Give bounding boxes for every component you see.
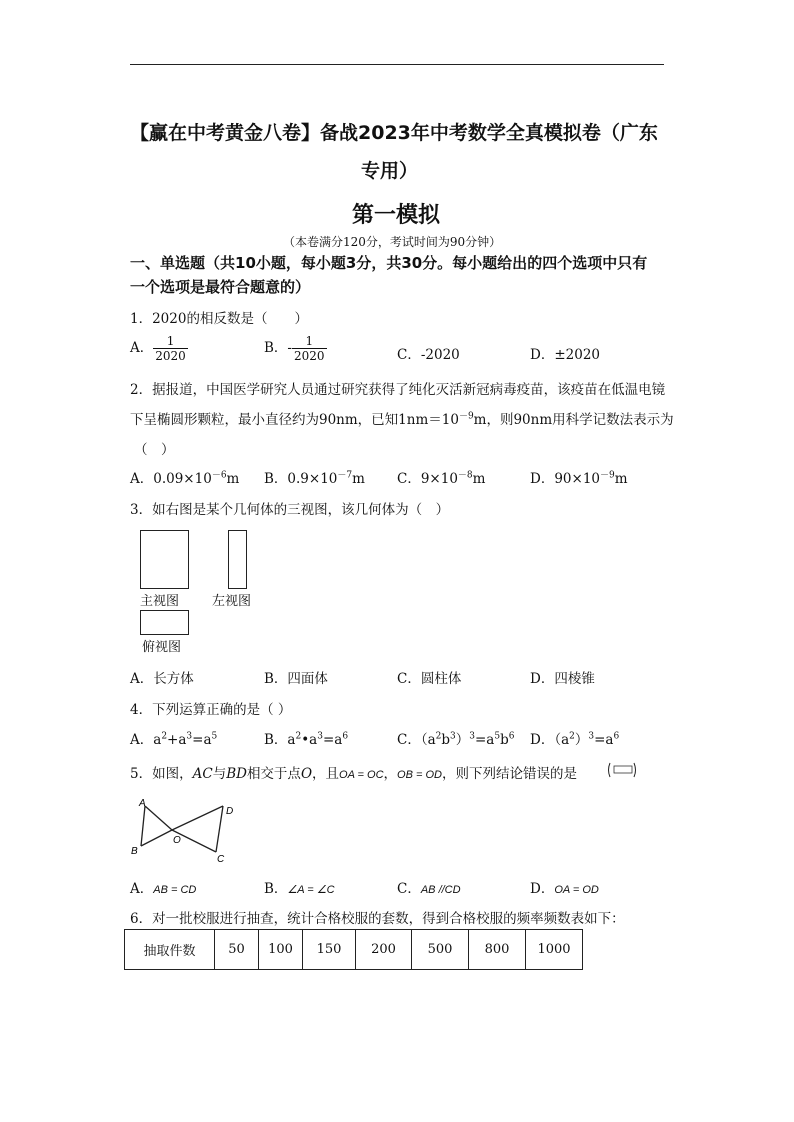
exam-note: （本卷满分120分，考试时间为90分钟） [283, 235, 502, 249]
q4-c-e4: 5 [494, 731, 501, 742]
q5-stem-d: ，且 [312, 766, 340, 782]
table-header-cell: 抽取件数 [125, 930, 215, 970]
q4-b-e2: 3 [317, 731, 323, 742]
q3-option-c: C．圆柱体 [397, 671, 462, 687]
q2-option-d [530, 467, 628, 487]
q4-a-t2: +a [167, 732, 187, 748]
q4-b-e1: 2 [295, 731, 302, 742]
q4-a-t1: a [153, 732, 162, 748]
q5-b-math: ∠A = ∠C [287, 884, 335, 896]
front-view-rectangle [140, 530, 189, 589]
q4-a-t3: =a [192, 732, 212, 748]
q2-d-unit: m [614, 471, 628, 487]
point-d-label: D [226, 806, 234, 817]
q5-answer-bracket [606, 762, 638, 778]
q1-a-fraction [153, 334, 188, 363]
q1-b-denominator: 2020 [293, 349, 325, 363]
q5-stem-b: 与 [212, 766, 227, 782]
q1-option-a [130, 334, 188, 363]
q4-b-t1: a [287, 732, 296, 748]
q4-option-b [264, 728, 348, 748]
q2-b-unit: m [352, 471, 365, 487]
q4-c-e2: 3 [450, 731, 456, 742]
segment-dc [216, 806, 223, 852]
q4-a-label: A． [130, 732, 154, 748]
q1-a-denominator: 2020 [155, 349, 186, 363]
q1-b-fraction [292, 334, 327, 363]
q4-c-label: C．（a [397, 732, 436, 748]
table-row [125, 930, 583, 970]
q2-c-unit: m [472, 471, 486, 487]
point-c-label: C [217, 854, 225, 865]
q4-c-e3: 3 [469, 731, 475, 742]
table-cell: 100 [259, 930, 303, 970]
table-cell: 200 [356, 930, 412, 970]
q2-a-exp: －6 [211, 470, 227, 481]
q1-b-label: B．- [264, 340, 292, 356]
segment-bo [141, 830, 172, 846]
q5-a-math: AB = CD [153, 884, 197, 896]
header-rule [130, 64, 664, 65]
q1-b-numerator: 1 [292, 334, 327, 349]
q5-stem-a: 5．如图， [130, 766, 193, 782]
q2-option-c [397, 467, 485, 487]
q2-stem-line-3: （ ） [134, 442, 175, 458]
q4-c-e1: 2 [435, 731, 442, 742]
q2-stem-line-1: 2．据报道，中国医学研究人员通过研究获得了纯化灭活新冠病毒疫苗，该疫苗在低温电镜 [130, 382, 666, 398]
q5-separator: ， [383, 766, 398, 782]
q3-option-d: D．四棱锥 [530, 671, 595, 687]
section-heading-line-2: 一个选项是最符合题意的） [130, 278, 311, 296]
q4-b-t2: •a [301, 732, 318, 748]
q5-stem-e: ，则下列结论错误的是 [441, 766, 577, 782]
table-cell: 150 [303, 930, 356, 970]
q4-stem: 4．下列运算正确的是（ ） [130, 702, 292, 718]
q4-d-t2: ） [574, 732, 589, 748]
q4-c-t3: ） [455, 732, 470, 748]
q4-b-t3: =a [322, 732, 343, 748]
q1-a-numerator: 1 [153, 334, 188, 349]
q2-d-base: D．90×10 [530, 471, 600, 487]
point-o-label: O [173, 835, 181, 846]
frequency-table [124, 929, 583, 970]
q1-option-d: D．±2020 [530, 347, 600, 363]
q4-d-t3: =a [594, 732, 614, 748]
segment-od [172, 806, 223, 830]
q2-b-exp: －7 [337, 470, 353, 481]
table-cell: 1000 [526, 930, 583, 970]
point-b-label: B [131, 846, 138, 857]
section-heading-line-1: 一、单选题（共10小题，每小题3分，共30分。每小题给出的四个选项中只有 [130, 254, 648, 272]
q4-c-t5: b [500, 732, 509, 748]
table-cell: 800 [469, 930, 526, 970]
q4-option-c [397, 728, 515, 748]
q4-c-t4: =a [475, 732, 495, 748]
q5-option-d [530, 877, 599, 897]
q1-option-c: C．-2020 [397, 347, 460, 363]
left-view-rectangle [228, 530, 247, 589]
q5-segment-ac: AC [192, 766, 213, 782]
q5-d-math: OA = OD [554, 884, 599, 896]
q2-a-base: A．0.09×10 [130, 471, 212, 487]
q5-condition-1: OA = OC [339, 769, 384, 781]
q2-option-a [130, 467, 239, 487]
table-cell: 50 [215, 930, 259, 970]
q4-option-d [530, 728, 619, 748]
left-view-label: 左视图 [212, 594, 252, 609]
front-view-label: 主视图 [140, 594, 180, 609]
q2-a-unit: m [226, 471, 240, 487]
q4-d-e2: 3 [588, 731, 595, 742]
q5-point-o: O [300, 766, 313, 782]
q2-b-base: B．0.9×10 [264, 471, 338, 487]
point-a-label: A [139, 798, 146, 809]
q5-b-label: B． [264, 881, 288, 897]
table-cell: 500 [412, 930, 469, 970]
q5-figure [128, 794, 238, 866]
q2-stem-line-2 [130, 408, 674, 428]
q5-stem [130, 762, 577, 782]
q4-d-e1: 2 [569, 731, 575, 742]
q5-stem-c: 相交于点 [246, 766, 301, 782]
q4-a-e1: 2 [161, 731, 168, 742]
q5-option-c [397, 877, 461, 897]
q2-line2-exponent: －9 [458, 411, 474, 422]
q1-a-label: A． [130, 340, 154, 356]
q4-a-e2: 3 [186, 731, 193, 742]
q5-c-math: AB //CD [420, 884, 461, 896]
q4-d-e3: 6 [613, 731, 620, 742]
q3-option-b: B．四面体 [264, 671, 328, 687]
q4-c-t2: b [441, 732, 451, 748]
q1-stem: 1．2020的相反数是（ ） [130, 311, 308, 327]
q4-d-label: D．（a [530, 732, 570, 748]
q4-b-e3: 6 [342, 731, 349, 742]
q5-d-label: D． [530, 881, 555, 897]
q3-option-a: A．长方体 [130, 671, 194, 687]
top-view-label: 俯视图 [142, 640, 182, 655]
q5-condition-2: OB = OD [397, 769, 442, 781]
q2-line2-text-b: m，则90nm用科学记数法表示为 [473, 412, 674, 428]
q2-d-exp: －9 [600, 470, 615, 481]
q5-a-label: A． [130, 881, 154, 897]
q4-c-e5: 6 [508, 731, 515, 742]
q6-stem: 6．对一批校服进行抽查，统计合格校服的套数，得到合格校服的频率频数表如下： [130, 911, 625, 927]
segment-ao [145, 806, 172, 830]
q4-option-a [130, 728, 217, 748]
q5-c-label: C． [397, 881, 421, 897]
q2-line2-text-a: 下呈椭圆形颗粒，最小直径约为90nm，已知1nm＝10 [130, 412, 459, 428]
q2-option-b [264, 467, 365, 487]
exam-subtitle: 第一模拟 [352, 203, 441, 228]
top-view-rectangle [140, 610, 189, 635]
q5-option-b [264, 877, 335, 897]
q4-b-label: B． [264, 732, 288, 748]
q1-option-b [264, 334, 327, 363]
exam-title-line-1: 【赢在中考黄金八卷】备战2023年中考数学全真模拟卷（广东 [130, 122, 658, 144]
q5-option-a [130, 877, 196, 897]
q2-c-exp: －8 [457, 470, 473, 481]
segment-ab [141, 806, 145, 846]
q3-stem: 3．如右图是某个几何体的三视图，该几何体为（ ） [130, 502, 450, 518]
q2-c-base: C．9×10 [397, 471, 458, 487]
exam-title-line-2: 专用） [361, 160, 419, 182]
q5-segment-bd: BD [226, 766, 247, 782]
q4-a-e3: 5 [211, 731, 218, 742]
